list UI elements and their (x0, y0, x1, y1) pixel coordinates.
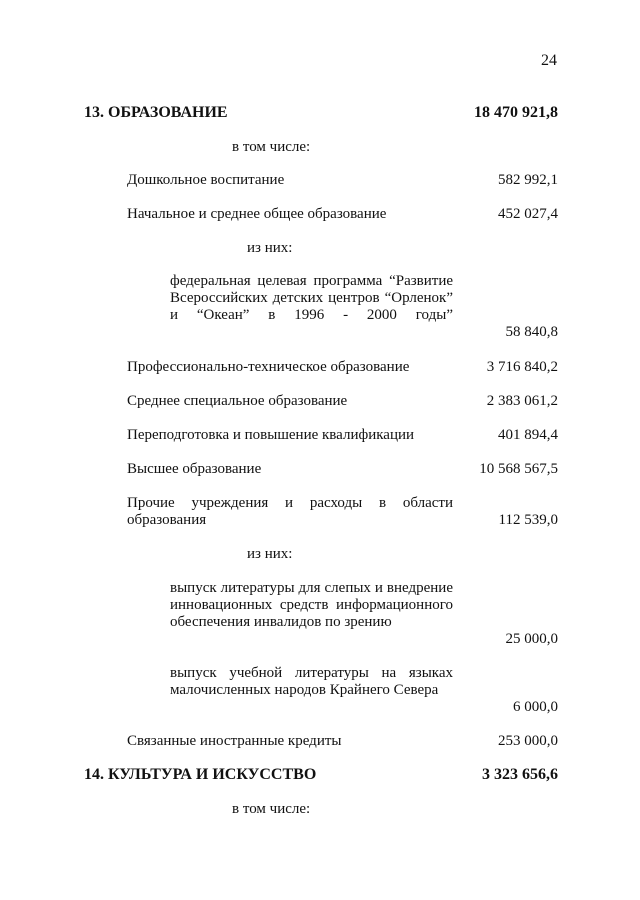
item-label-other-institutions: Прочие учреждения и расходы в области образования (127, 495, 453, 528)
item-label-preschool: Дошкольное воспитание (127, 172, 285, 188)
item-label-secondary-special: Среднее специальное образование (127, 393, 348, 409)
item-label-foreign-credits: Связанные иностранные кредиты (127, 733, 342, 749)
item-value-literature-for-blind: 25 000,0 (505, 631, 558, 647)
item-label-retraining: Переподготовка и повышение квалификации (127, 427, 415, 443)
item-value-higher-education: 10 568 567,5 (479, 461, 558, 477)
item-label-vocational: Профессионально-техническое образование (127, 359, 410, 375)
item-label-higher-education: Высшее образование (127, 461, 262, 477)
item-label-general-education: Начальное и среднее общее образование (127, 206, 387, 222)
item-value-foreign-credits: 253 000,0 (498, 733, 558, 749)
item-value-preschool: 582 992,1 (498, 172, 558, 188)
item-value-secondary-special: 2 383 061,2 (486, 393, 558, 409)
item-label-northern-peoples-literature: выпуск учебной литературы на языках малочисленных народов Крайнего Севера (170, 665, 453, 698)
section-heading-culture: 14. КУЛЬТУРА И ИСКУССТВО (84, 766, 317, 783)
item-value-orlenok-okean-program: 58 840,8 (505, 324, 558, 340)
item-value-other-institutions: 112 539,0 (498, 512, 558, 528)
item-value-retraining: 401 894,4 (498, 427, 558, 443)
including-label: в том числе: (232, 139, 311, 155)
item-value-northern-peoples-literature: 6 000,0 (513, 699, 558, 715)
item-label-literature-for-blind: выпуск литературы для слепых и внедрение инновационных средств информационного обеспечения инвалидов по зрению (170, 580, 453, 630)
of-which-label: из них: (247, 546, 293, 562)
item-value-general-education: 452 027,4 (498, 206, 558, 222)
section-total-culture: 3 323 656,6 (482, 766, 558, 783)
section-heading-education: 13. ОБРАЗОВАНИЕ (84, 104, 228, 121)
section-total-education: 18 470 921,8 (474, 104, 558, 121)
item-label-orlenok-okean-program: федеральная целевая программа “Развитие Всероссийских детских центров “Орленок” и “Океан” в 1996 - 2000 годы” (170, 273, 453, 323)
page-number: 24 (541, 52, 557, 69)
of-which-label: из них: (247, 240, 293, 256)
including-label: в том числе: (232, 801, 311, 817)
item-value-vocational: 3 716 840,2 (486, 359, 558, 375)
